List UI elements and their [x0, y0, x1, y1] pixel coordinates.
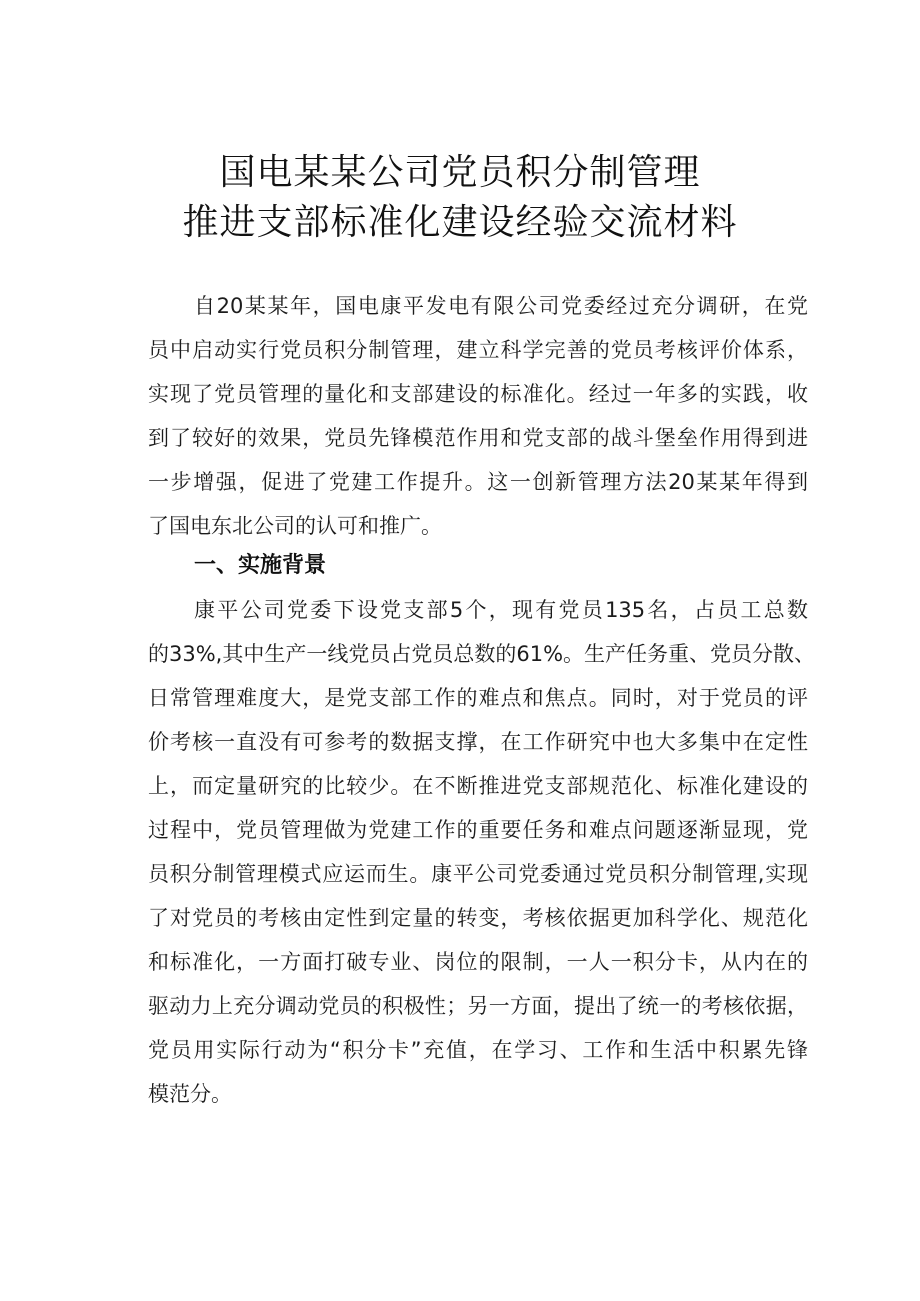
title-line-2: 推进支部标准化建设经验交流材料 [182, 202, 738, 243]
section-heading-background: 一、实施背景 [194, 553, 327, 578]
text-line: 上，而定量研究的比较少。在不断推进党支部规范化、标准化建设的 [148, 774, 808, 798]
text-line: 日常管理难度大，是党支部工作的难点和焦点。同时，对于党员的评 [148, 686, 808, 710]
document-title [0, 148, 920, 248]
text-line: 员中启动实行党员积分制管理，建立科学完善的党员考核评价体系， [148, 338, 808, 362]
text-line: 实现了党员管理的量化和支部建设的标准化。经过一年多的实践，收 [148, 382, 808, 406]
text-line: 员积分制管理模式应运而生。康平公司党委通过党员积分制管理,实现 [148, 862, 808, 886]
text-line: 党员用实际行动为“积分卡”充值，在学习、工作和生活中积累先锋 [148, 1038, 808, 1062]
paragraph-intro [148, 284, 808, 548]
text-line: 一步增强，促进了党建工作提升。这一创新管理方法20某某年得到 [148, 470, 808, 494]
text-line: 了对党员的考核由定性到定量的转变，考核依据更加科学化、规范化 [148, 906, 808, 930]
text-line: 康平公司党委下设党支部5个，现有党员135名，占员工总数 [194, 598, 808, 622]
text-line: 价考核一直没有可参考的数据支撑，在工作研究中也大多集中在定性 [148, 730, 808, 754]
text-line: 模范分。 [148, 1082, 232, 1106]
text-line: 过程中，党员管理做为党建工作的重要任务和难点问题逐渐显现，党 [148, 818, 808, 842]
text-line: 和标准化，一方面打破专业、岗位的限制，一人一积分卡，从内在的 [148, 950, 808, 974]
text-line: 自20某某年，国电康平发电有限公司党委经过充分调研，在党 [194, 294, 808, 318]
text-line: 驱动力上充分调动党员的积极性；另一方面，提出了统一的考核依据， [148, 994, 808, 1018]
title-line-1: 国电某某公司党员积分制管理 [219, 152, 701, 193]
text-line: 了国电东北公司的认可和推广。 [148, 514, 442, 538]
paragraph-background [148, 588, 816, 1116]
text-line: 到了较好的效果，党员先锋模范作用和党支部的战斗堡垒作用得到进 [148, 426, 808, 450]
text-line: 的33%,其中生产一线党员占党员总数的61%。生产任务重、党员分散、 [148, 642, 816, 666]
